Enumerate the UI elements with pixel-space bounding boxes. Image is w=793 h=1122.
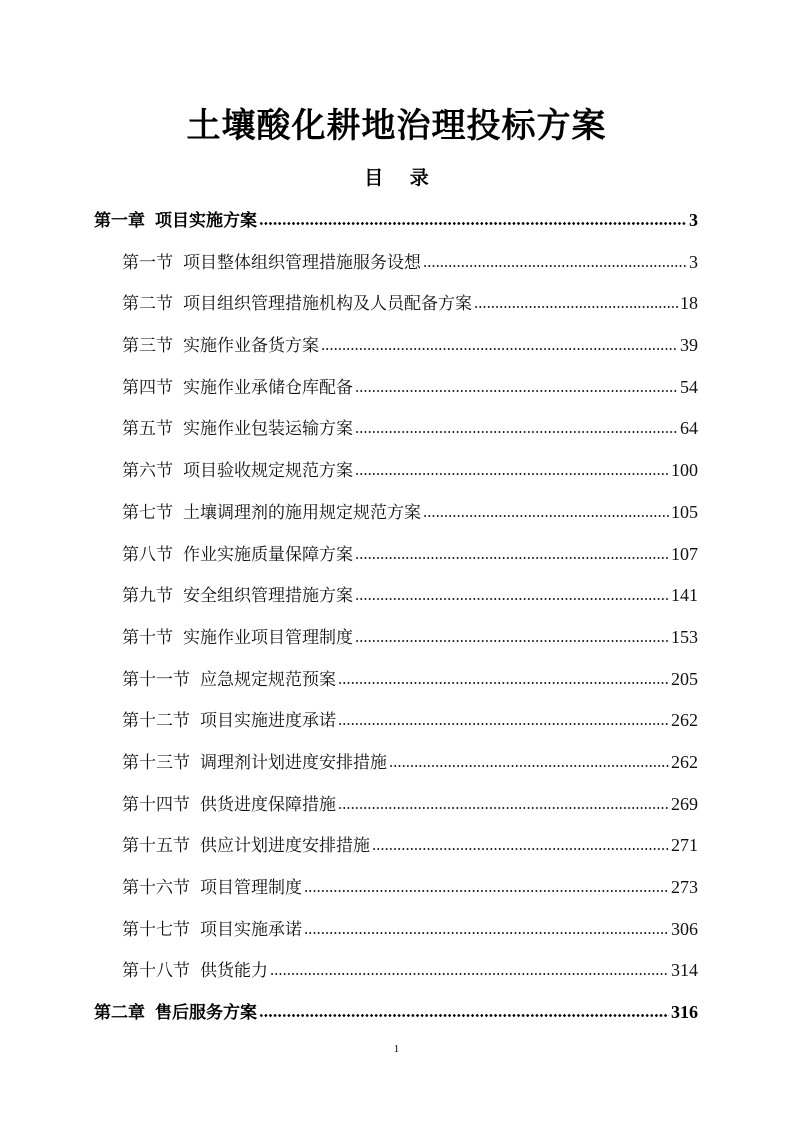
toc-entry-number: 第十八节 <box>122 961 190 982</box>
dot-leader <box>474 295 678 309</box>
toc-entry-section[interactable] <box>94 622 698 664</box>
dot-leader <box>304 921 669 935</box>
toc-entry-number: 第五节 <box>122 419 173 440</box>
toc-entry-number: 第二章 <box>94 1003 145 1024</box>
toc-entry-section[interactable] <box>94 664 698 706</box>
toc-entry-label: 作业实施质量保障方案 <box>183 544 353 565</box>
toc-entry-label: 项目实施承诺 <box>200 919 302 940</box>
toc-entry-number: 第十四节 <box>122 794 190 815</box>
dot-leader <box>355 379 678 393</box>
toc-entry-number: 第一节 <box>122 252 173 273</box>
dot-leader <box>270 962 669 976</box>
toc-entry-label: 供应计划进度安排措施 <box>200 836 370 857</box>
toc-entry-section[interactable] <box>94 789 698 831</box>
toc-entry-page: 273 <box>671 877 698 897</box>
dot-leader <box>355 462 669 476</box>
toc-entry-label: 项目管理制度 <box>200 878 302 898</box>
dot-leader <box>372 837 669 851</box>
toc-entry-label: 调理剂计划进度安排措施 <box>200 752 387 773</box>
toc-entry-page: 100 <box>671 460 698 481</box>
toc-entry-page: 262 <box>671 751 698 772</box>
dot-leader <box>338 796 669 810</box>
toc-entry-section[interactable] <box>94 539 698 581</box>
toc-entry-number: 第七节 <box>122 502 173 523</box>
toc-entry-number: 第六节 <box>122 461 173 482</box>
toc-entry-section[interactable] <box>94 580 698 622</box>
dot-leader <box>355 587 669 601</box>
toc-entry-page: 39 <box>680 335 698 356</box>
dot-leader <box>423 254 687 268</box>
toc-entry-number: 第十三节 <box>122 752 190 773</box>
toc-entry-page: 269 <box>671 793 698 814</box>
toc-entry-chapter-1[interactable] <box>94 205 698 247</box>
toc-entry-number: 第十节 <box>122 627 173 648</box>
toc-entry-section[interactable] <box>94 372 698 414</box>
toc-entry-chapter-2[interactable] <box>94 997 698 1039</box>
toc-entry-page: 18 <box>680 293 698 314</box>
dot-leader <box>338 712 669 726</box>
toc-heading: 目 录 <box>364 167 439 189</box>
toc-entry-section[interactable] <box>94 288 698 330</box>
toc-entry-label: 项目实施进度承诺 <box>200 711 336 732</box>
toc-entry-number: 第十五节 <box>122 836 190 857</box>
toc-entry-section[interactable] <box>94 747 698 789</box>
toc-entry-section[interactable] <box>94 455 698 497</box>
toc-entry-section[interactable] <box>94 872 698 914</box>
toc-entry-page: 316 <box>671 1002 698 1023</box>
dot-leader <box>338 671 669 685</box>
toc-entry-label: 项目组织管理措施机构及人员配备方案 <box>183 294 472 315</box>
toc-entry-section[interactable] <box>94 497 698 539</box>
dot-leader <box>423 504 669 518</box>
toc-entry-label: 供货进度保障措施 <box>200 794 336 815</box>
toc-entry-label: 实施作业承储仓库配备 <box>183 377 353 398</box>
toc-entry-section[interactable] <box>94 705 698 747</box>
dot-leader <box>355 420 678 434</box>
toc-entry-label: 安全组织管理措施方案 <box>183 586 353 607</box>
toc-entry-page: 205 <box>671 668 698 689</box>
toc-entry-page: 314 <box>671 960 698 981</box>
toc-entry-number: 第十六节 <box>122 878 190 898</box>
toc-entry-number: 第十一节 <box>122 669 190 690</box>
toc-entry-label: 项目验收规定规范方案 <box>183 461 353 482</box>
toc-entry-page: 153 <box>671 626 698 647</box>
toc-entry-label: 项目整体组织管理措施服务设想 <box>183 252 421 273</box>
dot-leader <box>389 754 669 768</box>
toc-entry-label: 实施作业包装运输方案 <box>183 419 353 440</box>
toc-entry-section[interactable] <box>94 247 698 289</box>
toc-entry-number: 第三节 <box>122 336 173 357</box>
dot-leader <box>321 337 678 351</box>
toc-entry-section[interactable] <box>94 330 698 372</box>
toc-entry-section[interactable] <box>94 914 698 956</box>
dot-leader <box>355 629 669 643</box>
toc-entry-number: 第二节 <box>122 294 173 315</box>
toc-entry-number: 第四节 <box>122 377 173 398</box>
toc-entry-label: 售后服务方案 <box>155 1003 257 1024</box>
toc-entry-page: 107 <box>671 543 698 564</box>
toc-entry-number: 第八节 <box>122 544 173 565</box>
toc-entry-label: 应急规定规范预案 <box>200 669 336 690</box>
toc-entry-label: 供货能力 <box>200 961 268 982</box>
toc-entry-page: 105 <box>671 501 698 522</box>
toc-entry-section[interactable] <box>94 830 698 872</box>
toc-entry-page: 306 <box>671 918 698 939</box>
page-number: 1 <box>393 1043 400 1055</box>
toc-entry-page: 141 <box>671 585 698 606</box>
toc-entry-number: 第九节 <box>122 586 173 607</box>
toc-entry-page: 64 <box>680 418 698 439</box>
toc-entry-section[interactable] <box>94 413 698 455</box>
table-of-contents <box>94 205 698 1039</box>
toc-entry-page: 262 <box>671 710 698 731</box>
toc-entry-section[interactable] <box>94 955 698 997</box>
dot-leader <box>259 1004 669 1018</box>
toc-entry-page: 54 <box>680 376 698 397</box>
dot-leader <box>304 879 669 893</box>
toc-entry-label: 土壤调理剂的施用规定规范方案 <box>183 502 421 523</box>
toc-entry-page: 3 <box>689 210 698 230</box>
document-title: 土壤酸化耕地治理投标方案 <box>186 106 607 146</box>
toc-entry-number: 第十七节 <box>122 919 190 940</box>
dot-leader <box>355 546 669 560</box>
toc-entry-label: 项目实施方案 <box>155 211 257 231</box>
toc-entry-label: 实施作业项目管理制度 <box>183 627 353 648</box>
toc-entry-page: 3 <box>689 251 698 272</box>
dot-leader <box>259 212 687 226</box>
toc-entry-label: 实施作业备货方案 <box>183 336 319 357</box>
toc-entry-page: 271 <box>671 835 698 856</box>
toc-entry-number: 第一章 <box>94 211 145 231</box>
toc-entry-number: 第十二节 <box>122 711 190 732</box>
